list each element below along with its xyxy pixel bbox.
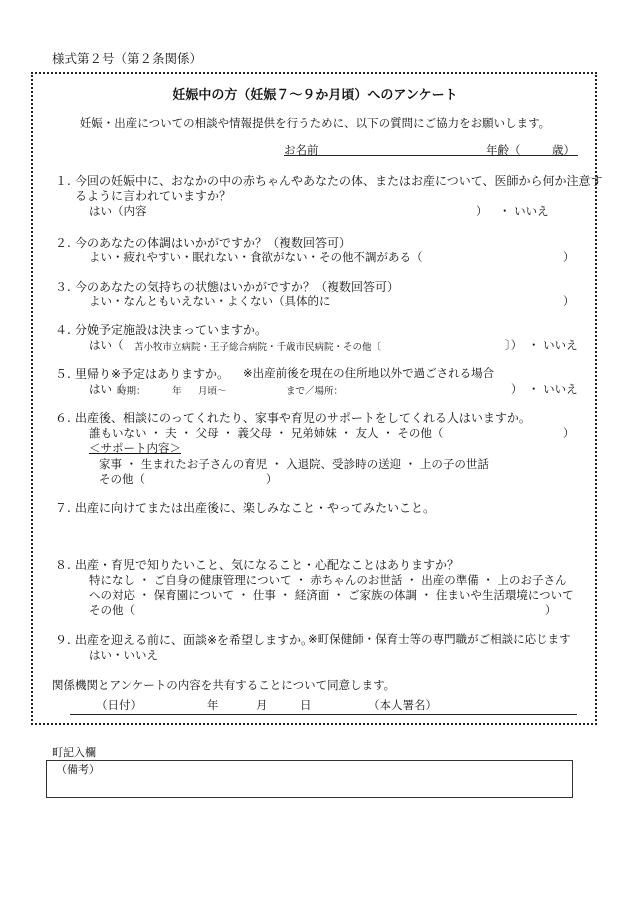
q2-text: 今のあなたの体調はいかがですか？（複数回答可） [75, 236, 352, 250]
q3-number: ３. [55, 280, 71, 294]
form-number-label: 様式第２号（第２条関係） [52, 51, 203, 66]
q1-no-option[interactable]: ・ いいえ [499, 204, 549, 218]
survey-box [31, 72, 597, 725]
q1-close-paren: ） [476, 204, 488, 218]
q6-options[interactable]: 誰もいない ・ 夫 ・ 父母 ・ 義父母 ・ 兄弟姉妹 ・ 友人 ・ その他（ [89, 426, 444, 440]
q6-close-paren: ） [563, 426, 575, 440]
q5-no-option[interactable]: ・ いいえ [528, 382, 578, 396]
q1-text-line1: 今回の妊娠中に、おなかの中の赤ちゃんやあなたの体、またはお産について、医師から何か注意す [75, 174, 603, 188]
q8-options-line1[interactable]: 特になし ・ ご自身の健康管理について ・ 赤ちゃんのお世話 ・ 出産の準備 ・ 上のお子さん [89, 573, 567, 587]
q6-support-other[interactable]: その他（ [99, 472, 145, 486]
signature-line [70, 714, 577, 715]
q8-close-paren: ） [545, 603, 557, 617]
q1-yes-option[interactable]: はい（内容 [89, 204, 147, 218]
q8-number: ８. [55, 558, 71, 572]
q5-number: ５. [55, 367, 71, 381]
q5-period-label: 時期： [117, 386, 146, 397]
q9-text: 出産を迎える前に、面談※を希望しますか。 [75, 633, 314, 647]
q3-text: 今のあなたの気持ちの状態はいかがですか？（複数回答可） [75, 280, 400, 294]
name-label: お名前 [284, 143, 319, 157]
q1-number: １. [55, 174, 71, 188]
q9-number: ９. [55, 633, 71, 647]
q8-other[interactable]: その他（ [89, 603, 135, 617]
q4-yes-option[interactable]: はい（ [89, 338, 124, 352]
q6-number: ６. [55, 411, 71, 425]
q2-options[interactable]: よい・疲れやすい・眠れない・食欲がない・その他不調がある（ [89, 250, 423, 264]
q7-text: 出産に向けてまたは出産後に、楽しみなこと・やってみたいこと。 [75, 501, 436, 515]
q2-close-paren: ） [563, 250, 575, 264]
age-label: 年齢（ [486, 143, 521, 157]
notes-label: （備考） [56, 763, 100, 776]
q9-note: ※町保健師・保育士等の専門職がご相談に応じます [308, 632, 571, 646]
q6-support-heading: ＜サポート内容＞ [89, 441, 181, 455]
q5-year-label: 年 [172, 386, 182, 397]
date-month: 月 [256, 698, 268, 712]
q4-text: 分娩予定施設は決まっていますか。 [75, 323, 268, 337]
q3-close-paren: ） [563, 294, 575, 308]
intro-text: 妊娠・出産についての相談や情報提供を行うために、以下の質問にご協力をお願いします。 [79, 116, 551, 130]
q9-options[interactable]: はい・いいえ [89, 648, 158, 662]
q3-options[interactable]: よい・なんともいえない・よくない（具体的に [89, 294, 331, 308]
q5-close-paren: ） [511, 382, 523, 396]
q6-text: 出産後、相談にのってくれたり、家事や育児のサポートをしてくれる人はいますか。 [75, 411, 531, 425]
survey-title: 妊娠中の方（妊娠７～９か月頃）へのアンケート [172, 88, 458, 103]
date-day: 日 [300, 698, 312, 712]
q4-number: ４. [55, 323, 71, 337]
age-suffix: 歳） [552, 143, 575, 157]
q8-options-line2[interactable]: への対応 ・ 保育園について ・ 仕事 ・ 経済面 ・ ご家族の体調 ・ 住まいや生活環境について [89, 588, 574, 602]
consent-text: 関係機関とアンケートの内容を共有することについて同意します。 [52, 678, 396, 692]
town-section-label: 町記入欄 [52, 746, 96, 759]
q4-close-paren: 〕） [505, 338, 523, 352]
q6-support-options[interactable]: 家事 ・ 生まれたお子さんの育児 ・ 入退院、受診時の送迎 ・ 上の子の世話 [99, 457, 489, 471]
q4-facility-list[interactable]: 苫小牧市立病院・王子総合病院・千歳市民病院・その他〔 [134, 342, 382, 353]
q5-yes-option[interactable]: はい（ [89, 382, 124, 396]
q8-text: 出産・育児で知りたいこと、気になること・心配なことはありますか？ [75, 558, 460, 572]
q7-number: ７. [55, 501, 71, 515]
q4-no-option[interactable]: ・ いいえ [528, 338, 578, 352]
date-label: （日付） [96, 698, 142, 712]
notes-box[interactable] [46, 760, 573, 798]
q5-month-from-label: 月頃～ [198, 386, 227, 397]
q2-number: ２. [55, 236, 71, 250]
q1-text-line2: るように言われていますか？ [75, 189, 232, 203]
name-age-line [284, 155, 578, 156]
q6-support-other-close: ） [266, 472, 278, 486]
signature-label: （本人署名） [368, 698, 437, 712]
q5-note: ※出産前後を現在の住所地以外で過ごされる場合 [243, 366, 495, 380]
q5-until-place-label: まで／場所： [286, 386, 344, 397]
q5-text: 里帰り※予定はありますか。 [75, 367, 230, 381]
date-year: 年 [207, 698, 219, 712]
